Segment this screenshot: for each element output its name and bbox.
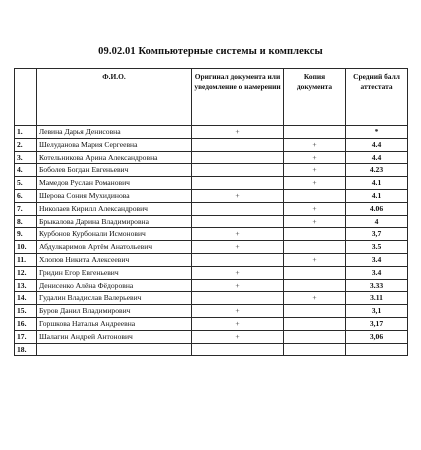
row-name xyxy=(37,343,192,356)
table-row xyxy=(15,151,408,164)
row-score: 4 xyxy=(346,215,408,228)
row-original xyxy=(192,215,284,228)
row-number: 7. xyxy=(15,202,37,215)
row-score: 3.4 xyxy=(346,253,408,266)
row-number: 14. xyxy=(15,292,37,305)
row-name: Николаев Кирилл Александрович xyxy=(37,202,192,215)
row-original: + xyxy=(192,279,284,292)
row-number: 17. xyxy=(15,330,37,343)
row-number: 1. xyxy=(15,126,37,139)
header-copy: Копия документа xyxy=(284,69,346,126)
row-score: 3,17 xyxy=(346,317,408,330)
row-original xyxy=(192,177,284,190)
row-score: 3.11 xyxy=(346,292,408,305)
row-name: Горшкова Наталья Андреевна xyxy=(37,317,192,330)
table-row xyxy=(15,279,408,292)
row-number: 2. xyxy=(15,138,37,151)
row-copy: + xyxy=(284,253,346,266)
row-original xyxy=(192,253,284,266)
table-header-row xyxy=(15,69,408,126)
row-number: 16. xyxy=(15,317,37,330)
row-number: 6. xyxy=(15,189,37,202)
row-copy xyxy=(284,305,346,318)
row-copy: + xyxy=(284,292,346,305)
row-name: Абдулкаримов Артём Анатольевич xyxy=(37,241,192,254)
row-score: 4.4 xyxy=(346,138,408,151)
page-title: 09.02.01 Компьютерные системы и комплексы xyxy=(98,46,323,57)
row-name: Денисенко Алёна Фёдоровна xyxy=(37,279,192,292)
table-row xyxy=(15,292,408,305)
row-name: Гудалин Владислав Валерьевич xyxy=(37,292,192,305)
row-name: Хлопов Никита Алексеевич xyxy=(37,253,192,266)
table-row xyxy=(15,317,408,330)
row-score xyxy=(346,343,408,356)
header-original: Оригинал документа или уведомление о намерении xyxy=(192,69,284,126)
row-score: 4.06 xyxy=(346,202,408,215)
row-original: + xyxy=(192,317,284,330)
row-number: 10. xyxy=(15,241,37,254)
table-row xyxy=(15,215,408,228)
row-number: 12. xyxy=(15,266,37,279)
row-number: 4. xyxy=(15,164,37,177)
row-copy: + xyxy=(284,202,346,215)
table-row xyxy=(15,305,408,318)
row-number: 3. xyxy=(15,151,37,164)
row-copy xyxy=(284,228,346,241)
row-score: 3.33 xyxy=(346,279,408,292)
row-original: + xyxy=(192,126,284,139)
row-name: Боболев Богдан Евгеньевич xyxy=(37,164,192,177)
row-name: Гридин Егор Евгеньевич xyxy=(37,266,192,279)
row-original xyxy=(192,138,284,151)
row-score: 4.4 xyxy=(346,151,408,164)
row-score: 3.4 xyxy=(346,266,408,279)
row-original xyxy=(192,164,284,177)
table-row xyxy=(15,177,408,190)
table-row xyxy=(15,202,408,215)
row-copy: + xyxy=(284,177,346,190)
table-row xyxy=(15,253,408,266)
row-copy xyxy=(284,343,346,356)
row-original: + xyxy=(192,330,284,343)
header-name: Ф.И.О. xyxy=(37,69,192,126)
row-copy: + xyxy=(284,151,346,164)
row-score: 4.1 xyxy=(346,177,408,190)
row-name: Шелуданова Мария Сергеевна xyxy=(37,138,192,151)
row-copy xyxy=(284,189,346,202)
row-score: * xyxy=(346,126,408,139)
row-name: Котельникова Арина Александровна xyxy=(37,151,192,164)
row-name: Брыкалова Дарина Владимировна xyxy=(37,215,192,228)
row-copy xyxy=(284,317,346,330)
table-row xyxy=(15,330,408,343)
row-original xyxy=(192,151,284,164)
row-number: 13. xyxy=(15,279,37,292)
applicants-table xyxy=(14,68,408,356)
row-original: + xyxy=(192,189,284,202)
row-copy xyxy=(284,279,346,292)
row-number: 5. xyxy=(15,177,37,190)
row-name: Курбонов Курбонали Исмонович xyxy=(37,228,192,241)
row-number: 8. xyxy=(15,215,37,228)
row-number: 9. xyxy=(15,228,37,241)
table-row xyxy=(15,228,408,241)
table-row xyxy=(15,266,408,279)
table-row xyxy=(15,343,408,356)
row-original: + xyxy=(192,305,284,318)
row-original xyxy=(192,343,284,356)
row-score: 3.5 xyxy=(346,241,408,254)
row-score: 4.23 xyxy=(346,164,408,177)
row-name: Мамедов Руслан Романович xyxy=(37,177,192,190)
row-original xyxy=(192,292,284,305)
row-copy xyxy=(284,266,346,279)
table-row xyxy=(15,241,408,254)
row-original xyxy=(192,202,284,215)
row-copy xyxy=(284,330,346,343)
row-score: 3,1 xyxy=(346,305,408,318)
row-copy xyxy=(284,241,346,254)
row-score: 4.1 xyxy=(346,189,408,202)
row-name: Шерова Сония Мухидинова xyxy=(37,189,192,202)
row-original: + xyxy=(192,228,284,241)
row-name: Левина Дарья Денисовна xyxy=(37,126,192,139)
row-name: Буров Данил Владимирович xyxy=(37,305,192,318)
table-row xyxy=(15,164,408,177)
row-number: 18. xyxy=(15,343,37,356)
header-score: Средний балл аттестата xyxy=(346,69,408,126)
row-number: 11. xyxy=(15,253,37,266)
table-row xyxy=(15,126,408,139)
row-copy: + xyxy=(284,164,346,177)
row-copy xyxy=(284,126,346,139)
row-original: + xyxy=(192,266,284,279)
row-copy: + xyxy=(284,215,346,228)
row-name: Шалагин Андрей Антонович xyxy=(37,330,192,343)
header-number xyxy=(15,69,37,126)
row-copy: + xyxy=(284,138,346,151)
row-score: 3,7 xyxy=(346,228,408,241)
table-row xyxy=(15,189,408,202)
row-score: 3,06 xyxy=(346,330,408,343)
row-original: + xyxy=(192,241,284,254)
table-row xyxy=(15,138,408,151)
row-number: 15. xyxy=(15,305,37,318)
